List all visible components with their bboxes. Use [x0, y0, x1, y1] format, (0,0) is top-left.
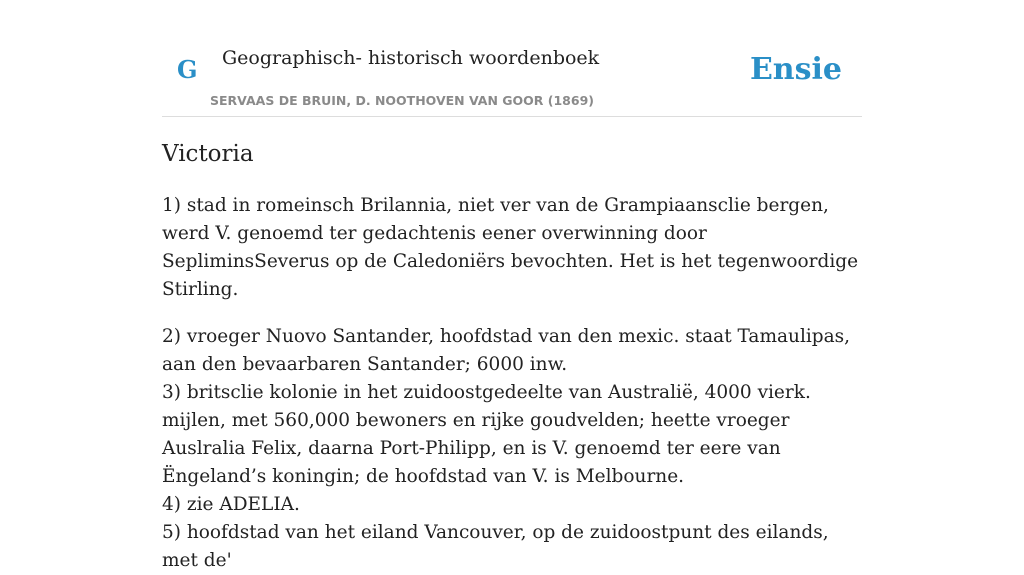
entry-definition: 4) zie ADELIA.: [162, 494, 300, 515]
ensie-logo-link[interactable]: Ensie: [749, 52, 842, 87]
entry-paragraph: 1) stad in romeinsch Brilannia, niet ver van de Grampiaansclie bergen, werd V. genoemd ter gedachtenis eener overwinning door SepliminsSeverus op de Caledoniërs bevochten. Het is het tegenwoordige Stirling.: [162, 195, 859, 300]
entry-paragraph-group: [162, 323, 866, 575]
entry-definition: 5) hoofdstad van het eiland Vancouver, op de zuidoostpunt des eilands, met de': [162, 522, 829, 571]
entry-body: [162, 192, 866, 575]
book-title[interactable]: Geographisch- historisch woordenboek: [222, 47, 600, 69]
entry-title: Victoria: [162, 141, 254, 167]
book-logo-icon: G: [177, 55, 198, 84]
book-header: [162, 0, 862, 117]
entry-definition: 2) vroeger Nuovo Santander, hoofdstad van den mexic. staat Tamaulipas, aan den bevaarbaren Santander; 6000 inw.: [162, 326, 851, 375]
entry-definition: 3) britsclie kolonie in het zuidoostgedeelte van Australië, 4000 vierk. mijlen, met 560,000 bewoners en rijke goudvelden; heette vroeger Auslralia Felix, daarna Port-Philipp, en is V. genoemd ter eere van Ëngeland’s koningin; de hoofdstad van V. is Melbourne.: [162, 382, 811, 487]
book-author: SERVAAS DE BRUIN, D. NOOTHOVEN VAN GOOR (1869): [210, 93, 594, 108]
